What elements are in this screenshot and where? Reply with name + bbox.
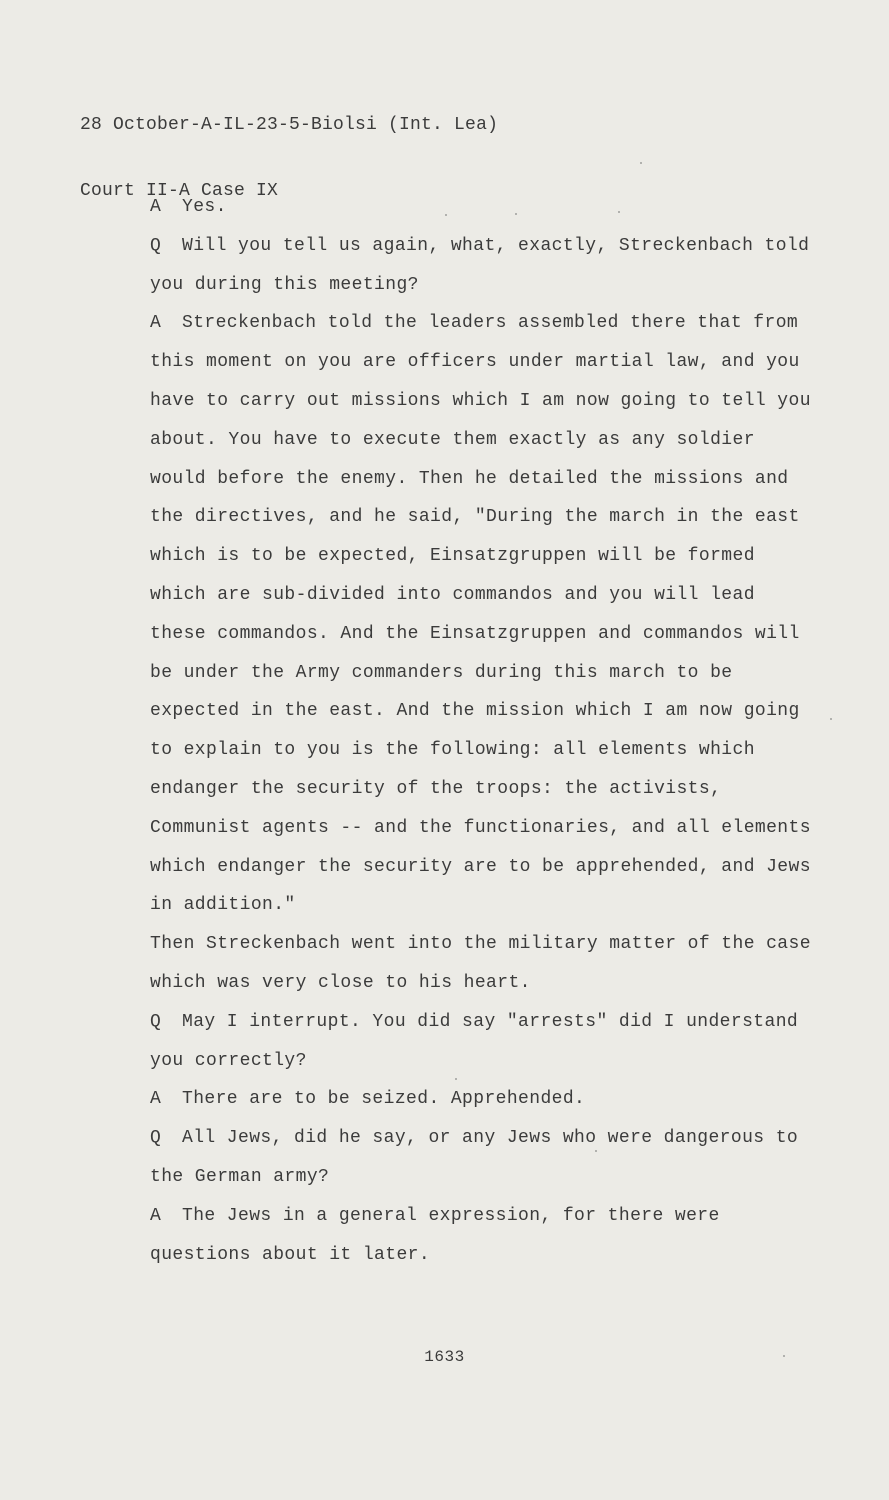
paragraph-question — [98, 227, 818, 305]
paragraph-answer — [98, 188, 818, 227]
speaker-label: A — [150, 197, 162, 217]
paper-speck — [515, 213, 517, 215]
paper-speck — [783, 1355, 785, 1357]
transcript-body — [98, 188, 818, 1274]
paragraph-text: Yes. — [182, 197, 227, 217]
speaker-label: A — [150, 1205, 162, 1226]
paragraph-text: Will you tell us again, what, exactly, Streckenbach told you during this meeting? — [150, 235, 810, 295]
paper-speck — [445, 214, 447, 216]
paragraph-question — [98, 1003, 818, 1081]
paragraph-answer — [98, 1197, 818, 1275]
paragraph-narrative — [98, 925, 818, 1003]
speaker-label: Q — [150, 1128, 162, 1149]
speaker-label: A — [150, 313, 162, 334]
paragraph-text: There are to be seized. Apprehended. — [182, 1089, 586, 1110]
page-number: 1633 — [424, 1348, 465, 1366]
paragraph-text: The Jews in a general expression, for there were questions about it later. — [150, 1205, 720, 1265]
paragraph-text: Streckenbach told the leaders assembled there that from this moment on you are officers under martial law, and you have to carry out missions which I am now going to tell you about. You have to execute them exactly as any soldier would before the enemy. Then he detailed the missions and the directives, and he said, "During the march in the east which is to be expected, Einsatzgruppen will be formed which are sub-divided into commandos and you will lead these commandos. And the Einsatzgruppen and commandos will be under the Army commanders during this march to be expected in the east. And the mission which I am now going to explain to you is the following: all elements which endanger the security of the troops: the activists, Communist agents -- and the functionaries, and all elements which endanger the security are to be apprehended, and Jews in addition." — [150, 313, 811, 916]
header-court-case: Court II-A Case IX — [80, 181, 279, 201]
paragraph-text: Then Streckenbach went into the military matter of the case which was very close to his heart. — [150, 934, 811, 993]
paragraph-answer — [98, 1080, 818, 1119]
paper-speck — [618, 211, 620, 213]
paragraph-question — [98, 1119, 818, 1197]
paper-speck — [640, 162, 642, 164]
speaker-label: Q — [150, 1011, 162, 1032]
speaker-label: A — [150, 1089, 162, 1110]
paragraph-text: All Jews, did he say, or any Jews who were dangerous to the German army? — [150, 1128, 799, 1187]
paper-speck — [830, 718, 832, 720]
paragraph-answer — [98, 304, 818, 925]
paragraph-text: May I interrupt. You did say "arrests" did I understand you correctly? — [150, 1011, 799, 1071]
header-date-reference: 28 October-A-IL-23-5-Biolsi (Int. Lea) — [80, 115, 499, 135]
paper-speck — [595, 1150, 597, 1152]
speaker-label: Q — [150, 235, 162, 256]
paper-speck — [455, 1078, 457, 1080]
